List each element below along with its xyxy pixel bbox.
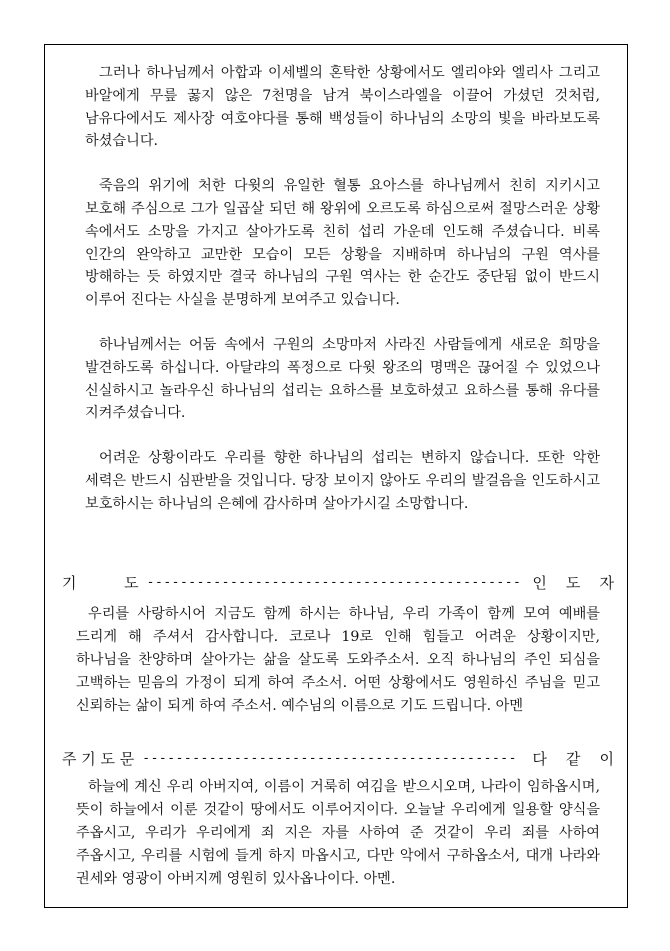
paragraph-1: 그러나 하나님께서 아합과 이세벨의 혼탁한 상황에서도 엘리야와 엘리사 그리고 바알에게 무릎 꿇지 않은 7천명을 남겨 북이스라엘을 이끌어 가셨던 것처럼, 남유다에서도 제사장 여호야다를 통해 백성들이 하나님의 소망의 빛을 바라보도록 하셨습니다.: [85, 65, 600, 150]
lords-prayer-text: 하늘에 계신 우리 아버지여, 이름이 거룩히 여김을 받으시오며, 나라이 임하옵시며, 뜻이 하늘에서 이룬 것같이 땅에서도 이루어지이다. 오늘날 우리에게 일용할 양식을 주옵시고, 우리가 우리에게 죄 지은 자를 사하여 준 것같이 우리 죄를 사하여 주옵시고, 우리를 시험에 들게 하지 마옵시고, 다만 악에서 구하옵소서, 대개 나라와 권세와 영광이 아버지께 영원히 있사옵나이다. 아멘.: [76, 779, 600, 887]
lords-prayer-leader: 다 같 이: [532, 749, 614, 768]
lords-prayer-divider: ---------------------------------------------: [142, 750, 517, 766]
paragraph-3: 하나님께서는 어둠 속에서 구원의 소망마저 사라진 사람들에게 새로운 희망을 발견하도록 하십니다. 아달랴의 폭정으로 다윗 왕조의 명맥은 끊어질 수 있었으나 신실하시고 놀라우신 하나님의 섭리는 요하스를 보호하셨고 요하스를 통해 유다를 지켜주셨습니다.: [85, 336, 600, 422]
prayer-header: [62, 570, 614, 594]
sermon-body: [85, 62, 600, 535]
lords-prayer-header: [62, 746, 614, 770]
prayer-leader: 인 도 자: [532, 573, 614, 592]
prayer-label: 기 도: [62, 573, 139, 592]
paragraph-2: 죽음의 위기에 처한 다윗의 유일한 혈통 요아스를 하나님께서 친히 지키시고 보호해 주심으로 그가 일곱살 되던 해 왕위에 오르도록 하심으로써 절망스러운 상황 속에서도 소망을 가지고 살아가도록 친히 섭리 가운데 인도해 주셨습니다. 비록 인간의 완악하고 교만한 모습이 모든 상황을 지배하며 하나님의 구원 역사를 방해하는 듯 하였지만 결국 하나님의 구원 역사는 한 순간도 중단됨 없이 반드시 이루어 진다는 사실을 분명하게 보여주고 있습니다.: [85, 178, 600, 309]
prayer-divider: ---------------------------------------------: [146, 574, 522, 590]
lords-prayer-label: 주 기 도 문: [62, 749, 135, 768]
paragraph-4: 어려운 상황이라도 우리를 향한 하나님의 섭리는 변하지 않습니다. 또한 악한 세력은 반드시 심판받을 것입니다. 당장 보이지 않아도 우리의 발걸음을 인도하시고 보호하시는 하나님의 은혜에 감사하며 살아가시길 소망합니다.: [85, 450, 600, 512]
prayer-text: 우리를 사랑하시어 지금도 함께 하시는 하나님, 우리 가족이 함께 모여 예배를 드리게 해 주셔서 감사합니다. 코로나 19로 인해 힘들고 어려운 상황이지만, 하나님을 찬양하며 살아가는 삶을 살도록 도와주소서. 오직 하나님의 주인 되심을 고백하는 믿음의 가정이 되게 하여 주소서. 어떤 상황에서도 영원하신 주님을 믿고 신뢰하는 삶이 되게 하여 주소서. 예수님의 이름으로 기도 드립니다. 아멘: [76, 606, 600, 714]
